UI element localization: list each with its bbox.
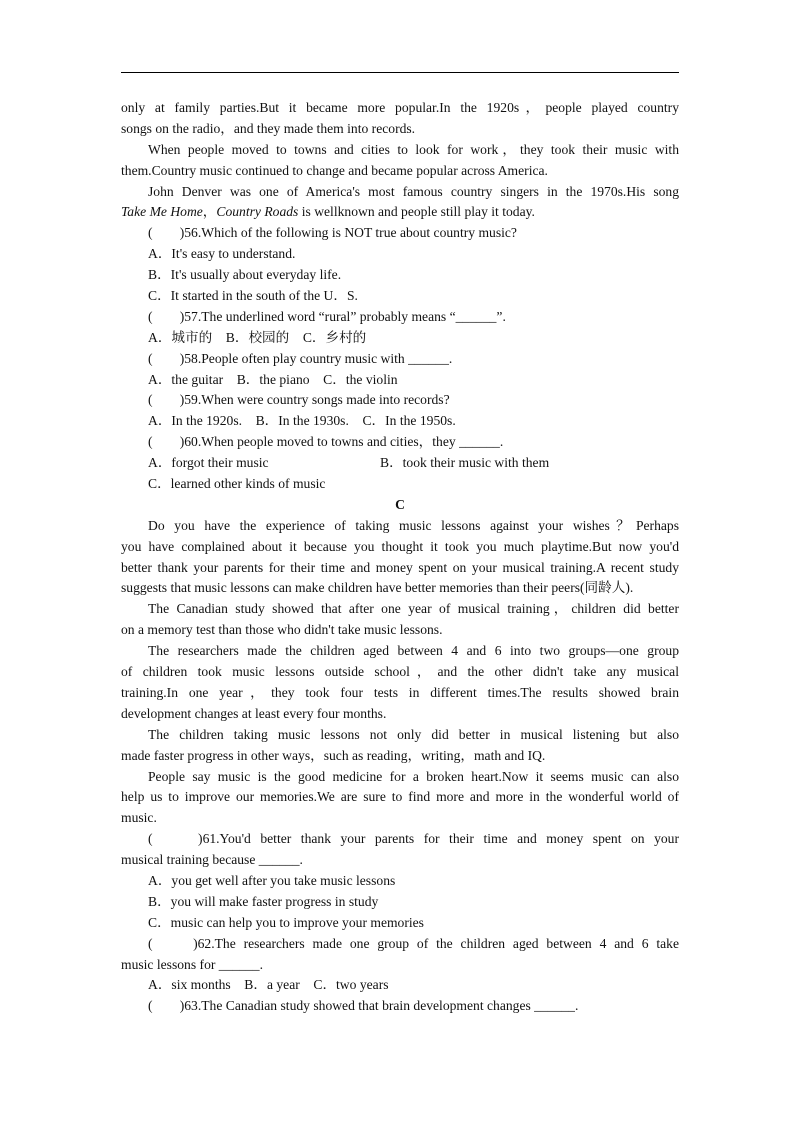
option-b: B．took their music with them <box>380 455 550 471</box>
option-row: A．the guitar B．the piano C．the violin <box>148 371 398 387</box>
passage-b-line: When people moved to towns and cities to look for work，they took their music with <box>148 141 679 157</box>
option: A．It's easy to understand. <box>148 246 296 262</box>
option-c: C．learned other kinds of music <box>148 476 326 492</box>
option: C．It started in the south of the U．S. <box>148 288 358 304</box>
option: C．music can help you to improve your memories <box>148 914 424 930</box>
song-title-separator: ， <box>202 204 217 220</box>
passage-c-line: help us to improve our memories.We are sure to find more and more in the wonderful world of <box>121 789 679 805</box>
question-58: ( )58.People often play country music with ______. <box>148 350 453 366</box>
passage-c-line: better thank your parents for their time and money spent on your musical training.A recent study <box>121 559 679 575</box>
question-61: ( )61.You'd better thank your parents for their time and money spent on your <box>148 831 679 847</box>
passage-c-line: The researchers made the children aged between 4 and 6 into two groups—one group <box>148 643 679 659</box>
option-row: A．In the 1920s. B．In the 1930s. C．In the 1950s. <box>148 413 456 429</box>
option-row: A．城市的 B．校园的 C．乡村的 <box>148 329 367 345</box>
option: B．It's usually about everyday life. <box>148 267 342 283</box>
option-row <box>121 453 679 474</box>
passage-b-line: John Denver was one of America's most famous country singers in the 1970s.His song <box>148 183 679 199</box>
passage-c-line: you have complained about it because you thought it took you much playtime.But now you'd <box>121 538 679 554</box>
song-title-line <box>121 202 679 223</box>
option: A．you get well after you take music lessons <box>148 872 396 888</box>
question-61-cont: musical training because ______. <box>121 852 303 868</box>
header-rule <box>121 72 679 73</box>
passage-c-line: The Canadian study showed that after one year of musical training，children did better <box>148 601 679 617</box>
question-63: ( )63.The Canadian study showed that brain development changes ______. <box>148 998 579 1014</box>
question-57: ( )57.The underlined word “rural” probably means “______”. <box>148 308 506 324</box>
passage-c-line: on a memory test than those who didn't take music lessons. <box>121 622 443 638</box>
passage-c-line: music. <box>121 810 157 826</box>
passage-c-line: development changes at least every four months. <box>121 705 387 721</box>
option-row: A．six months B．a year C．two years <box>148 977 389 993</box>
page-content <box>121 98 679 1017</box>
question-56: ( )56.Which of the following is NOT true about country music? <box>148 225 517 241</box>
question-60: ( )60.When people moved to towns and cities，they ______. <box>148 434 504 450</box>
passage-c-line: of children took music lessons outside school，and the other didn't take any musical <box>121 664 679 680</box>
passage-b-line: only at family parties.But it became more popular.In the 1920s，people played country <box>121 100 679 115</box>
question-62-cont: music lessons for ______. <box>121 956 263 972</box>
passage-c-line: People say music is the good medicine for a broken heart.Now it seems music can also <box>148 768 679 784</box>
passage-c-line: The children taking music lessons not only did better in musical listening but also <box>148 726 679 742</box>
question-62: ( )62.The researchers made one group of the children aged between 4 and 6 take <box>148 935 679 951</box>
question-59: ( )59.When were country songs made into records? <box>148 392 450 408</box>
passage-c-line: Do you have the experience of taking music lessons against your wishes？Perhaps <box>148 517 679 533</box>
option: B．you will make faster progress in study <box>148 893 379 909</box>
song-title-1: Take Me Home <box>121 204 203 220</box>
passage-b-line: them.Country music continued to change and became popular across America. <box>121 162 548 178</box>
song-title-2: Country Roads <box>216 204 299 220</box>
passage-c-line: suggests that music lessons can make children have better memories than their peers(同龄人). <box>121 580 634 596</box>
passage-c-line: made faster progress in other ways，such as reading，writing，math and IQ. <box>121 747 546 763</box>
option-a: A．forgot their music <box>148 455 269 471</box>
passage-b-line: songs on the radio，and they made them into records. <box>121 120 416 136</box>
song-line-rest: is wellknown and people still play it today. <box>298 204 535 220</box>
section-c-heading: C <box>395 496 405 512</box>
passage-c-line: training.In one year，they took four tests in different times.The results showed brain <box>121 684 679 700</box>
